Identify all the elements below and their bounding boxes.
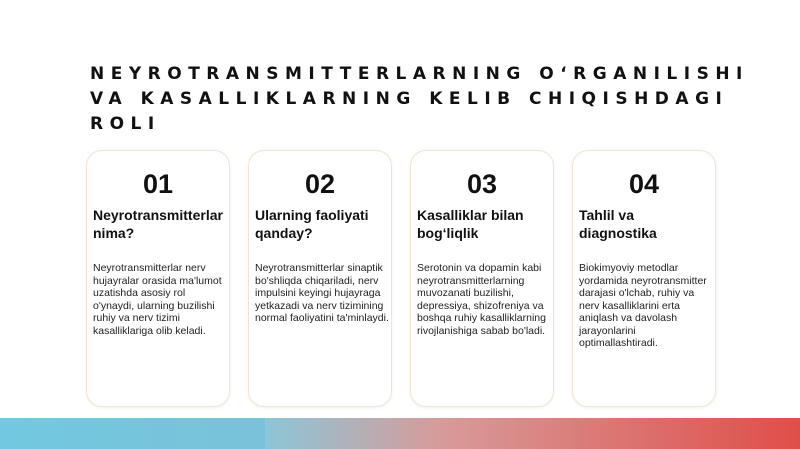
card-number: 04 <box>628 169 660 199</box>
card-text: Neyrotransmitterlar nerv hujayralar orasida ma'lumot uzatishda asosiy rol o'ynaydi, ularning buzilishi ruhiy va nerv tizimi kasalliklariga olib keladi. <box>93 262 222 337</box>
card-number: 01 <box>142 169 174 199</box>
card-heading: Ularning faoliyati qanday? <box>255 207 369 241</box>
card-number: 03 <box>466 169 498 199</box>
card-01 <box>86 150 230 407</box>
card-text: Neyrotransmitterlar sinaptik bo'shliqda chiqariladi, nerv impulsini keyingi hujayraga yetkazadi va nerv tizimining normal faoliyatini ta'minlaydi. <box>255 262 389 324</box>
card-heading: Kasalliklar bilan bog‘liqlik <box>417 207 524 241</box>
card-heading: Tahlil va diagnostika <box>579 207 657 241</box>
card-text: Serotonin va dopamin kabi neyrotransmitterlarning muvozanati buzilishi, depressiya, shizofreniya va boshqa ruhiy kasalliklarning rivojlanishiga sabab bo'ladi. <box>417 262 546 337</box>
card-02 <box>248 150 392 407</box>
slide-title: NEYROTRANSMITTERLARNING O‘RGANILISHI VA KASALLIKLARNING KELIB CHIQISHDAGI ROLI <box>90 64 749 134</box>
card-number: 02 <box>304 169 336 199</box>
card-03 <box>410 150 554 407</box>
decorative-bar-left-segment <box>0 418 265 449</box>
card-heading: Neyrotransmitterlar nima? <box>93 207 223 241</box>
card-text: Biokimyoviy metodlar yordamida neyrotransmitter darajasi o'lchab, ruhiy va nerv kasalliklarini erta aniqlash va davolash jarayonlarini optimallashtiradi. <box>579 262 707 349</box>
card-04 <box>572 150 716 407</box>
